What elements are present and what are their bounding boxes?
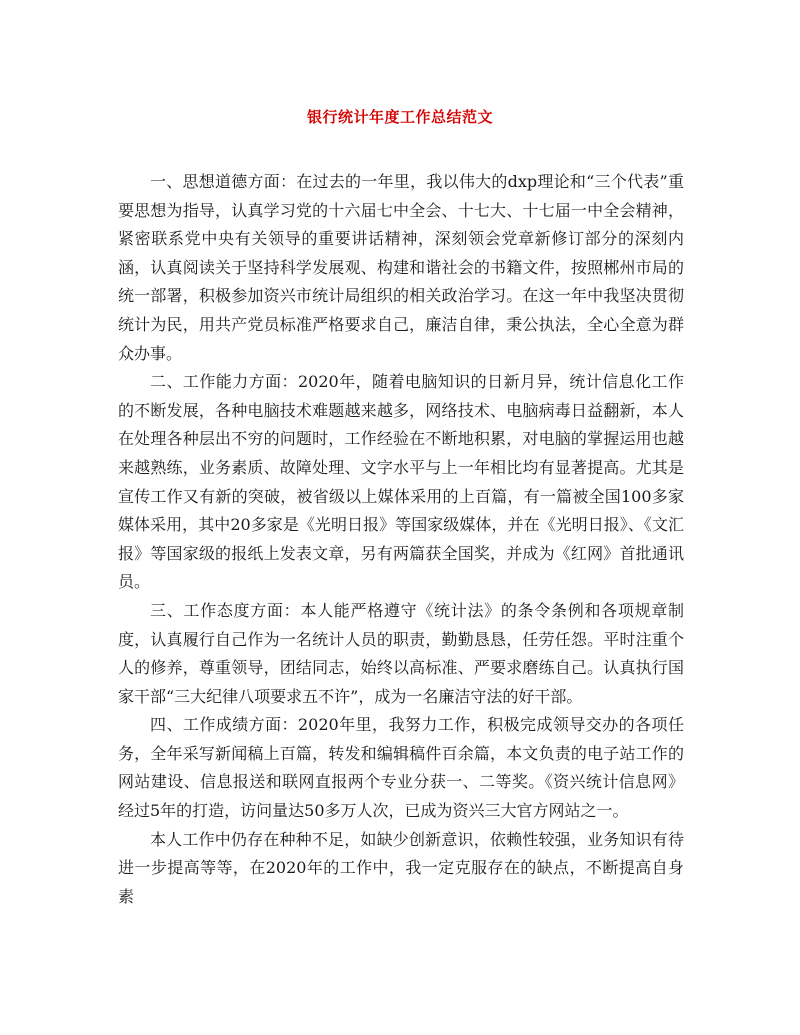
document-title: 银行统计年度工作总结范文	[306, 108, 493, 126]
document-body	[118, 168, 684, 911]
paragraph-ability: 二、工作能力方面：2020年，随着电脑知识的日新月异，统计信息化工作的不断发展，各种电脑技术难题越来越多，网络技术、电脑病毒日益翻新，本人在处理各种层出不穷的问题时，工作经验在不断地积累，对电脑的掌握运用也越来越熟练，业务素质、故障处理、文字水平与上一年相比均有显著提高。尤其是宣传工作又有新的突破，被省级以上媒体采用的上百篇，有一篇被全国100多家媒体采用，其中20多家是《光明日报》等国家级媒体，并在《光明日报》、《文汇报》等国家级的报纸上发表文章，另有两篇获全国奖，并成为《红网》首批通讯员。	[118, 372, 684, 592]
paragraph-ideology: 一、思想道德方面：在过去的一年里，我以伟大的dxp理论和“三个代表”重要思想为指导，认真学习党的十六届七中全会、十七大、十七届一中全会精神，紧密联系党中央有关领导的重要讲话精神，深刻领会党章新修订部分的深刻内涵，认真阅读关于坚持科学发展观、构建和谐社会的书籍文件，按照郴州市局的统一部署，积极参加资兴市统计局组织的相关政治学习。在这一年中我坚决贯彻统计为民，用共产党员标准严格要求自己，廉洁自律，秉公执法，全心全意为群众办事。	[118, 172, 684, 363]
paragraph-attitude: 三、工作态度方面：本人能严格遵守《统计法》的条令条例和各项规章制度，认真履行自己作为一名统计人员的职责，勤勤恳恳，任劳任怨。平时注重个人的修养，尊重领导，团结同志，始终以高标准、严要求磨练自己。认真执行国家干部“三大纪律八项要求五不许”，成为一名廉洁守法的好干部。	[118, 600, 684, 706]
paragraph-shortcomings: 本人工作中仍存在种种不足，如缺少创新意识，依赖性较强，业务知识有待进一步提高等等，在2020年的工作中，我一定克服存在的缺点，不断提高自身素	[118, 829, 684, 906]
paragraph-achievements: 四、工作成绩方面：2020年里，我努力工作，积极完成领导交办的各项任务，全年采写新闻稿上百篇，转发和编辑稿件百余篇，本文负责的电子站工作的网站建设、信息报送和联网直报两个专业分获一、二等奖。《资兴统计信息网》经过5年的打造，访问量达50多万人次，已成为资兴三大官方网站之一。	[118, 715, 684, 821]
